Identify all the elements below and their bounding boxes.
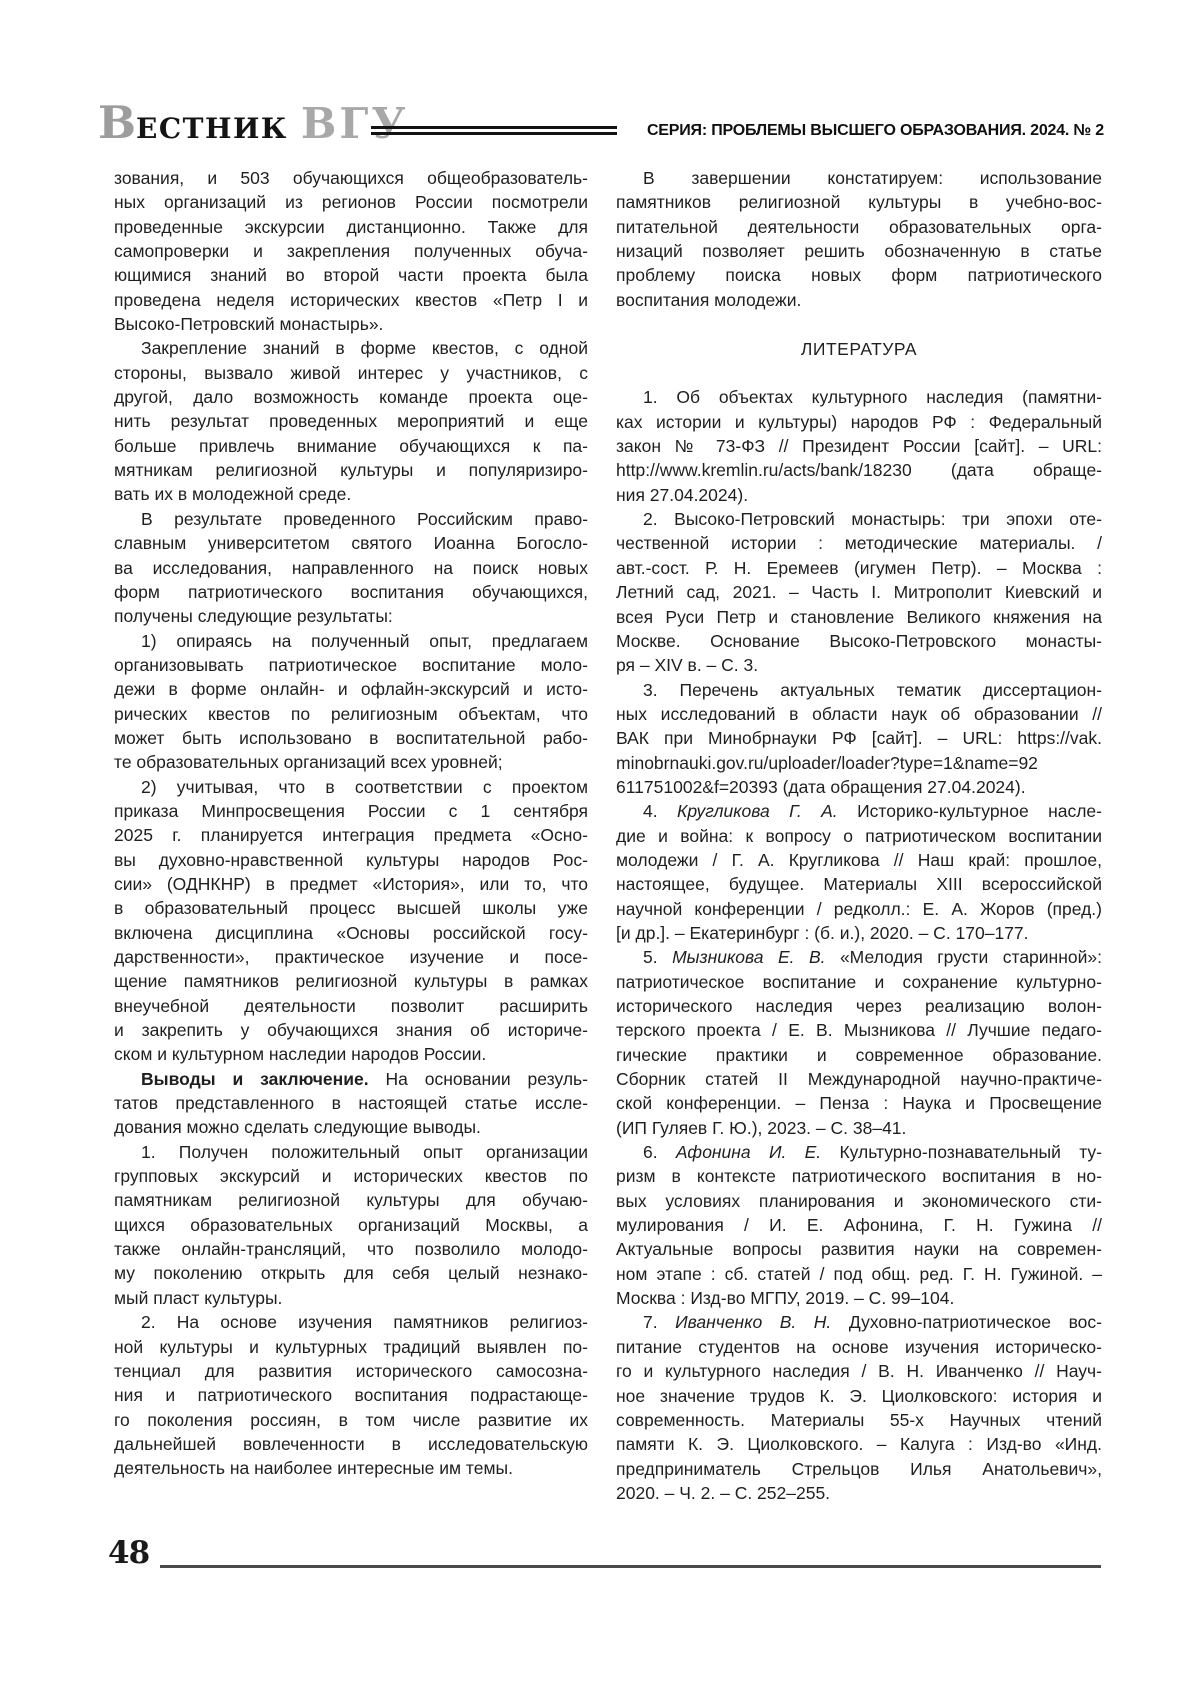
text-line: В результате проведенного Российским право- bbox=[141, 508, 588, 529]
text-line: дие и война: к вопросу о патриотическом воспитании bbox=[616, 825, 1102, 846]
text-line: низаций позволяет решить обозначенную в статье bbox=[616, 241, 1102, 262]
text-line: питательной деятельности образовательных орга- bbox=[616, 216, 1102, 237]
text-line: 611751002&f=20393 (дата обращения 27.04.2024). bbox=[616, 776, 1026, 797]
text-line: рических квестов по религиозным объектам, что bbox=[114, 703, 588, 724]
paragraph bbox=[114, 1067, 588, 1140]
text-line: дежи в форме онлайн- и офлайн-экскурсий и исто- bbox=[114, 679, 588, 700]
text-line: другой, дало возможность команде проекта оце- bbox=[114, 387, 588, 408]
logo-word-rest: ЕСТНИК bbox=[136, 112, 288, 145]
reference-item bbox=[616, 945, 1102, 1140]
text-line: го и культурного наследия / В. Н. Иванченко // Науч- bbox=[616, 1361, 1102, 1382]
text-line: исторического наследия через реализацию волон- bbox=[616, 996, 1102, 1016]
paragraph bbox=[114, 1140, 588, 1310]
text-line: форм патриотического воспитания обучающихся, bbox=[114, 581, 588, 602]
text-line: деятельность на наиболее интересные им темы. bbox=[114, 1458, 513, 1479]
paragraph bbox=[114, 1310, 588, 1480]
text-line: и закрепить у обучающихся знания об историче- bbox=[114, 1020, 588, 1041]
text-line: внеучебной деятельности позволит расширить bbox=[114, 995, 588, 1016]
paragraph bbox=[114, 629, 588, 775]
text-line: Москве. Основание Высоко-Петровского монасты- bbox=[616, 630, 1102, 651]
text-line: го поколения россиян, в том числе развитие их bbox=[114, 1409, 588, 1430]
text-line: гические практики и современное образование. bbox=[616, 1044, 1102, 1065]
text-line: мый пласт культуры. bbox=[114, 1287, 283, 1308]
reference-item bbox=[616, 678, 1102, 800]
text-line: те образовательных организаций всех уровней; bbox=[114, 752, 503, 773]
text-line: 3. Перечень актуальных тематик диссертацион- bbox=[643, 679, 1102, 700]
paragraph bbox=[114, 336, 588, 506]
text-line: ния и патриотического воспитания подрастающе- bbox=[114, 1385, 588, 1406]
text-line: вых условиях планирования и экономического сти- bbox=[616, 1190, 1102, 1211]
text-line: нить результат проведенных мероприятий и еще bbox=[114, 411, 588, 432]
text-line: современность. Материалы 55-х Научных чтений bbox=[616, 1409, 1102, 1430]
text-line: 2025 г. планируется интеграция предмета «Осно- bbox=[114, 825, 588, 846]
paragraph bbox=[114, 775, 588, 1067]
text-line: дарственности», практическое изучение и посе- bbox=[114, 947, 588, 967]
logo-initial-letter: В bbox=[98, 96, 137, 149]
column-left bbox=[114, 166, 588, 1481]
text-line: 2. Высоко-Петровский монастырь: три эпохи оте- bbox=[643, 509, 1102, 530]
text-line: 2) учитывая, что в соответствии с проектом bbox=[141, 776, 588, 797]
reference-item bbox=[616, 799, 1102, 945]
paragraph bbox=[114, 507, 588, 629]
text-line: minobrnauki.gov.ru/uploader/loader?type=1&name=92 bbox=[616, 752, 1038, 773]
text-line: Летний сад, 2021. – Часть I. Митрополит Киевский и bbox=[616, 582, 1102, 603]
series-title: СЕРИЯ: ПРОБЛЕМЫ ВЫСШЕГО ОБРАЗОВАНИЯ. 2024. № 2 bbox=[646, 122, 1104, 139]
text-line: организовывать патриотическое воспитание моло- bbox=[114, 654, 588, 675]
text-line: ризм в контексте патриотического воспитания в но- bbox=[616, 1166, 1102, 1187]
text-line: стороны, вызвало живой интерес у участников, с bbox=[114, 362, 588, 383]
text-line: закон № 73-ФЗ // Президент России [сайт]. – URL: bbox=[616, 436, 1102, 457]
text-line: 2. На основе изучения памятников религиоз- bbox=[141, 1312, 588, 1333]
text-line: 1) опираясь на полученный опыт, предлагаем bbox=[141, 630, 588, 651]
text-line: вать их в молодежной среде. bbox=[114, 484, 352, 505]
text-line: включена дисциплина «Основы российской госу- bbox=[114, 922, 588, 943]
text-line: ках истории и культуры) народов РФ : Федеральный bbox=[616, 411, 1102, 432]
logo-university-abbr: ВГУ bbox=[300, 99, 409, 148]
text-line: может быть использовано в воспитательной рабо- bbox=[114, 727, 588, 748]
text-line: щение памятников религиозной культуры в рамках bbox=[114, 971, 588, 992]
text-line: 1. Об объектах культурного наследия (памятни- bbox=[643, 387, 1102, 408]
text-line: в образовательный процесс высшей школы уже bbox=[114, 898, 588, 919]
footer-rule bbox=[160, 1565, 1101, 1568]
text-line: [и др.]. – Екатеринбург : (б. и.), 2020. – С. 170–177. bbox=[616, 922, 1029, 943]
paragraph bbox=[114, 166, 588, 336]
text-line: мятникам религиозной культуры и популяризиро- bbox=[114, 460, 588, 481]
text-line: ВАК при Минобрнауки РФ [сайт]. – URL: https://vak. bbox=[616, 728, 1102, 749]
text-line: памятников религиозной культуры в учебно-вос- bbox=[616, 192, 1102, 213]
text-line: также онлайн-трансляций, что позволило молодо- bbox=[114, 1239, 588, 1260]
text-line: всея Руси Петр и становление Великого княжения на bbox=[616, 606, 1102, 627]
text-line: дования можно сделать следующие выводы. bbox=[114, 1117, 481, 1138]
text-line: http://www.kremlin.ru/acts/bank/18230 (дата обраще- bbox=[616, 460, 1102, 481]
text-line: приказа Минпросвещения России с 1 сентября bbox=[114, 800, 588, 821]
reference-item bbox=[616, 1310, 1102, 1505]
column-right bbox=[616, 166, 1102, 1505]
text-line: ва исследования, направленного на поиск новых bbox=[114, 557, 588, 578]
text-line: В завершении констатируем: использование bbox=[643, 168, 1102, 188]
text-line: ных исследований в области наук об образовании // bbox=[616, 703, 1102, 724]
literature-heading: ЛИТЕРАТУРА bbox=[800, 339, 918, 360]
text-line: (ИП Гуляев Г. Ю.), 2023. – С. 38–41. bbox=[616, 1117, 907, 1138]
paragraph bbox=[616, 166, 1102, 312]
text-line: сии» (ОДНКНР) в предмет «История», или то, что bbox=[114, 873, 588, 894]
text-line: проблему поиска новых форм патриотического bbox=[616, 265, 1102, 286]
text-line: авт.-сост. Р. Н. Еремеев (игумен Петр). – Москва : bbox=[616, 557, 1102, 578]
text-line: 4. Кругликова Г. А. Историко-культурное насле- bbox=[643, 801, 1102, 822]
reference-item bbox=[616, 1140, 1102, 1310]
reference-item bbox=[616, 507, 1102, 677]
text-line: ния 27.04.2024). bbox=[616, 484, 749, 505]
header-double-rule bbox=[371, 126, 617, 135]
text-line: ной культуры и культурных традиций выявлен по- bbox=[114, 1336, 588, 1357]
text-line: Сборник статей II Международной научно-практиче- bbox=[616, 1069, 1102, 1090]
text-line: му поколению открыть для себя целый незнако- bbox=[114, 1263, 588, 1284]
text-line: научной конференции / редколл.: Е. А. Жоров (пред.) bbox=[616, 898, 1102, 919]
text-line: групповых экскурсий и исторических квестов по bbox=[114, 1166, 588, 1187]
text-line: ской конференции. – Пенза : Наука и Просвещение bbox=[616, 1093, 1102, 1114]
text-line: воспитания молодежи. bbox=[616, 289, 802, 310]
text-line: ющимися знаний во второй части проекта была bbox=[114, 265, 588, 286]
text-line: питание студентов на основе изучения историческо- bbox=[616, 1336, 1102, 1357]
text-line: 6. Афонина И. Е. Культурно-познавательный ту- bbox=[643, 1142, 1102, 1163]
text-line: мулирования / И. Е. Афонина, Г. Н. Гужина // bbox=[616, 1215, 1102, 1236]
text-line: славным университетом святого Иоанна Богосло- bbox=[114, 533, 588, 554]
text-line: Высоко-Петровский монастырь». bbox=[114, 314, 384, 335]
text-line: 1. Получен положительный опыт организации bbox=[141, 1141, 588, 1162]
text-line: настоящее, будущее. Материалы XIII всероссийской bbox=[616, 874, 1102, 895]
text-line: ском и культурном наследии народов России. bbox=[114, 1044, 487, 1065]
text-line: Выводы и заключение. На основании резуль- bbox=[141, 1068, 588, 1089]
text-line: патриотическое воспитание и сохранение культурно- bbox=[616, 971, 1102, 992]
text-line: щихся образовательных организаций Москвы, а bbox=[114, 1214, 588, 1235]
text-line: предприниматель Стрельцов Илья Анатольевич», bbox=[616, 1458, 1102, 1479]
text-line: 7. Иванченко В. Н. Духовно-патриотическое вос- bbox=[643, 1312, 1102, 1333]
text-line: ном этапе : сб. статей / под общ. ред. Г. Н. Гужиной. – bbox=[616, 1263, 1102, 1284]
text-line: дальнейшей вовлеченности в исследовательскую bbox=[114, 1433, 588, 1454]
text-line: терского проекта / Е. В. Мызникова // Лучшие педаго- bbox=[616, 1020, 1102, 1041]
text-line: Москва : Изд-во МГПУ, 2019. – С. 99–104. bbox=[616, 1288, 955, 1309]
text-line: татов представленного в настоящей статье иссле- bbox=[114, 1093, 588, 1114]
text-line: больше привлечь внимание обучающихся к па- bbox=[114, 435, 588, 456]
text-line: памятникам религиозной культуры для обучаю- bbox=[114, 1190, 588, 1211]
reference-item bbox=[616, 385, 1102, 507]
text-line: вы духовно-нравственной культуры народов Рос- bbox=[114, 849, 588, 870]
text-line: проведенные экскурсии дистанционно. Также для bbox=[114, 216, 588, 237]
text-line: зования, и 503 обучающихся общеобразователь- bbox=[114, 168, 588, 188]
text-line: самопроверки и закрепления полученных обуча- bbox=[114, 241, 588, 262]
text-line: 2020. – Ч. 2. – С. 252–255. bbox=[616, 1482, 831, 1503]
text-line: ных организаций из регионов России посмотрели bbox=[114, 192, 588, 213]
text-line: ное значение трудов К. Э. Циолковского: история и bbox=[616, 1385, 1102, 1406]
text-line: получены следующие результаты: bbox=[114, 606, 393, 627]
journal-logo bbox=[98, 96, 409, 149]
text-line: тенциал для развития исторического самосозна- bbox=[114, 1360, 588, 1381]
text-line: 5. Мызникова Е. В. «Мелодия грусти старинной»: bbox=[643, 947, 1102, 968]
text-line: Закрепление знаний в форме квестов, с одной bbox=[141, 338, 588, 359]
text-line: проведена неделя исторических квестов «Петр I и bbox=[114, 289, 588, 310]
page-number: 48 bbox=[108, 1535, 150, 1571]
text-line: Актуальные вопросы развития науки на современ- bbox=[616, 1239, 1102, 1260]
text-line: чественной истории : методические материалы. / bbox=[616, 533, 1102, 554]
text-line: памяти К. Э. Циолковского. – Калуга : Изд-во «Инд. bbox=[616, 1434, 1102, 1455]
text-line: ря – XIV в. – С. 3. bbox=[616, 655, 759, 676]
text-line: молодежи / Г. А. Кругликова // Наш край: прошлое, bbox=[616, 849, 1102, 870]
